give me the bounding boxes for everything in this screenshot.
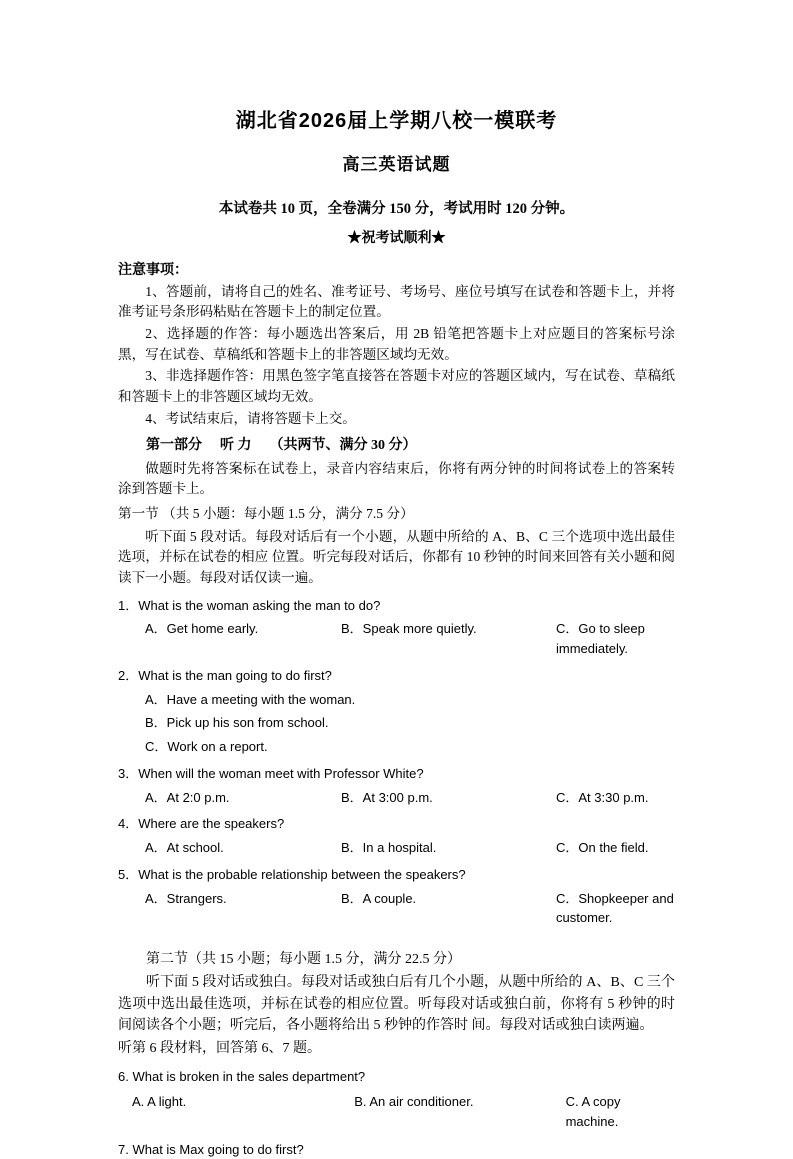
question-number: 4．	[118, 816, 139, 832]
section-spacer	[118, 928, 675, 949]
option-b[interactable]: B．Pick up his son from school.	[145, 715, 329, 731]
question-stem	[118, 865, 675, 885]
question-options	[118, 889, 675, 929]
option-c[interactable]: C．Go to sleep immediately.	[556, 621, 645, 657]
option-c[interactable]: C．At 3:30 p.m.	[556, 789, 649, 805]
question-options	[118, 1092, 675, 1132]
question-number: 7.	[118, 1141, 129, 1157]
question-number: 2．	[118, 667, 139, 683]
section-two-heading: 第二节（共 15 小题；每小题 1.5 分，满分 22.5 分）	[146, 952, 461, 968]
option-c[interactable]: C. A copy machine.	[565, 1094, 621, 1129]
question-options	[118, 619, 675, 659]
question-stem	[118, 814, 675, 834]
section-two-note: 听下面 5 段对话或独白。每段对话或独白后有几个小题，从题中所给的 A、B、C 三个选项中选出最佳选项，并标在试卷的相应位置。听每段对话或独白前，你将有 5 秒钟的时间阅读各个小题；听完后，各小题将给出 5 秒钟的作答时 间。每段对话或独白读两遍。	[118, 975, 675, 1033]
section-two-material: 听第 6 段材料，回答第 6、7 题。	[118, 1041, 321, 1057]
question-number: 5．	[118, 866, 139, 882]
question-text: What is the probable relationship between the speakers?	[138, 866, 466, 882]
question-number: 6.	[118, 1069, 129, 1085]
notice-item-3: 3、非选择题作答：用黑色签字笔直接答在答题卡对应的答题区域内，写在试卷、草稿纸和答题卡上的非答题区域均无效。	[118, 368, 675, 405]
option-a[interactable]: A．At 2:0 p.m.	[145, 789, 230, 805]
option-a[interactable]: A. A light.	[132, 1094, 187, 1110]
option-b[interactable]: B．In a hospital.	[341, 840, 437, 856]
page-subtitle: 高三英语试题	[342, 155, 451, 175]
part-one-score: （共两节、满分 30 分）	[269, 438, 417, 454]
notice-heading: 注意事项：	[118, 262, 188, 278]
question-options	[118, 788, 675, 808]
option-c[interactable]: C．Shopkeeper and customer.	[556, 890, 674, 926]
question-stem	[118, 596, 675, 616]
option-b[interactable]: B．At 3:00 p.m.	[341, 789, 433, 805]
notice-item-1: 1、答题前，请将自己的姓名、准考证号、考场号、座位号填写在试卷和答题卡上，并将准考证号条形码粘贴在答题卡上的制定位置。	[118, 283, 675, 320]
question-stem	[118, 666, 675, 686]
question-options	[118, 690, 675, 757]
question-number: 1．	[118, 597, 139, 613]
question-text: Where are the speakers?	[138, 816, 285, 832]
question-number: 3．	[118, 765, 139, 781]
question-stem	[118, 764, 675, 784]
question-text: What is broken in the sales department?	[132, 1069, 366, 1085]
part-one-name: 听 力	[220, 438, 252, 454]
question-stem	[118, 1067, 675, 1087]
question-text: What is the man going to do first?	[138, 667, 332, 683]
notice-item-4: 4、考试结束后，请将答题卡上交。	[145, 410, 356, 426]
good-luck-line: ★祝考试顺利★	[347, 231, 446, 247]
part-one-note: 做题时先将答案标在试卷上，录音内容结束后，你将有两分钟的时间将试卷上的答案转涂到答题卡上。	[118, 460, 675, 497]
question-stem	[118, 1140, 675, 1159]
option-c[interactable]: C．Work on a report.	[145, 739, 268, 755]
question-options	[118, 838, 675, 858]
part-one-label: 第一部分	[146, 438, 202, 454]
section-one-note: 听下面 5 段对话。每段对话后有一个小题，从题中所给的 A、B、C 三个选项中选出最佳选项，并标在试卷的相应 位置。听完每段对话后，你都有 10 秒钟的时间来回答有关小题和阅读下一小题。每段对话仅读一遍。	[118, 528, 675, 585]
option-a[interactable]: A．At school.	[145, 840, 224, 856]
option-a[interactable]: A．Get home early.	[145, 621, 259, 637]
notice-item-2: 2、选择题的作答：每小题选出答案后，用 2B 铅笔把答题卡上对应题目的答案标号涂黑，写在试卷、草稿纸和答题卡上的非答题区域均无效。	[118, 326, 675, 362]
option-c[interactable]: C．On the field.	[556, 840, 649, 856]
option-a[interactable]: A．Strangers.	[145, 890, 227, 906]
exam-info-line: 本试卷共 10 页，全卷满分 150 分，考试用时 120 分钟。	[218, 201, 575, 218]
option-b[interactable]: B．A couple.	[341, 890, 417, 906]
page-title: 湖北省2026届上学期八校一模联考	[235, 110, 558, 132]
option-a[interactable]: A．Have a meeting with the woman.	[145, 691, 356, 707]
question-text: What is Max going to do first?	[132, 1141, 304, 1157]
question-text: When will the woman meet with Professor White?	[138, 765, 424, 781]
question-text: What is the woman asking the man to do?	[138, 597, 381, 613]
option-b[interactable]: B. An air conditioner.	[354, 1094, 474, 1110]
section-one-heading: 第一节 （共 5 小题：每小题 1.5 分，满分 7.5 分）	[118, 505, 414, 521]
part-one-heading	[118, 435, 675, 456]
option-b[interactable]: B．Speak more quietly.	[341, 621, 477, 637]
